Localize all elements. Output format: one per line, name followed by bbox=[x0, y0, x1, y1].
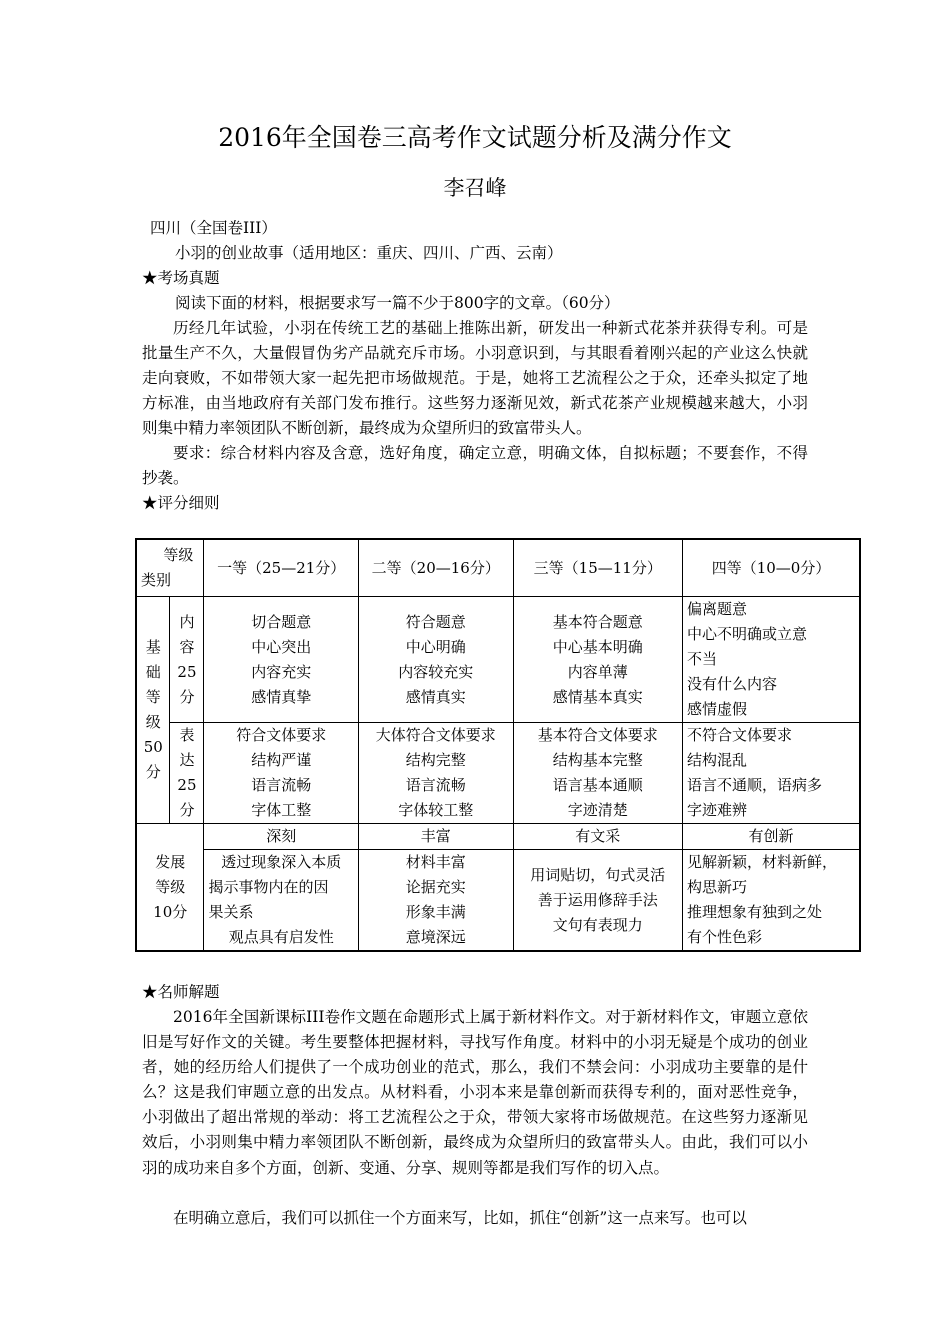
section-heading-scoring: ★评分细则 bbox=[142, 494, 220, 512]
expression-cell-grade2 bbox=[358, 723, 513, 824]
corner-category-label: 类别 bbox=[141, 571, 172, 589]
criterion-text: 结构基本完整 bbox=[552, 751, 643, 769]
grade-header: 一等（25—21分） bbox=[204, 539, 359, 597]
develop-head-row bbox=[136, 824, 860, 850]
develop-cell-deep bbox=[204, 850, 359, 952]
develop-head: 有创新 bbox=[683, 824, 860, 850]
criterion-text: 中心明确 bbox=[405, 637, 466, 656]
document-title: 2016年全国卷三高考作文试题分析及满分作文 bbox=[218, 123, 732, 152]
expression-label-char: 分 bbox=[179, 801, 195, 819]
criterion-text: 语言基本通顺 bbox=[552, 776, 643, 794]
expression-label-char: 25 bbox=[177, 776, 197, 794]
grade-header: 二等（20—16分） bbox=[358, 539, 513, 597]
analysis-paragraph-2: 在明确立意后，我们可以抓住一个方面来写，比如，抓住“创新”这一点来写。也可以 bbox=[173, 1209, 747, 1227]
expression-label-char: 表 bbox=[179, 726, 195, 744]
criterion-text: 不符合文体要求 bbox=[687, 726, 793, 744]
criterion-text: 观点具有启发性 bbox=[228, 928, 334, 946]
criterion-text: 字体工整 bbox=[251, 801, 312, 819]
criterion-text: 感情虚假 bbox=[687, 700, 748, 718]
criterion-text: 见解新颖，材料新鲜， bbox=[687, 853, 838, 871]
document-author: 李召峰 bbox=[443, 176, 507, 200]
content-cell-grade1 bbox=[204, 597, 359, 723]
criterion-text: 构思新巧 bbox=[687, 878, 748, 896]
develop-label-text: 发展 bbox=[155, 852, 186, 871]
content-cell-grade4 bbox=[683, 597, 860, 723]
exam-requirement: 要求：综合材料内容及含意，选好角度，确定立意，明确文体，自拟标题；不要套作，不得抄袭。 bbox=[142, 444, 808, 487]
expression-label bbox=[170, 723, 204, 824]
criterion-text: 语言不通顺，语病多 bbox=[687, 776, 823, 794]
criterion-text: 符合文体要求 bbox=[236, 726, 327, 744]
basic-label-char: 分 bbox=[145, 763, 161, 781]
region-label: 四川（全国卷III） bbox=[150, 219, 277, 237]
criterion-text: 论据充实 bbox=[405, 878, 466, 896]
grade-header: 三等（15—11分） bbox=[513, 539, 682, 597]
section-heading-analysis: ★名师解题 bbox=[142, 983, 220, 1001]
criterion-text: 推理想象有独到之处 bbox=[687, 903, 823, 921]
criterion-text: 文句有表现力 bbox=[552, 915, 643, 934]
corner-cell bbox=[136, 539, 204, 597]
criterion-text: 果关系 bbox=[208, 903, 254, 921]
basic-label-char: 基 bbox=[145, 638, 161, 656]
content-cell-grade2 bbox=[358, 597, 513, 723]
develop-head: 深刻 bbox=[204, 824, 359, 850]
criterion-text: 结构混乱 bbox=[687, 751, 748, 769]
develop-row bbox=[136, 850, 860, 952]
criterion-text: 形象丰满 bbox=[405, 903, 466, 921]
criterion-text: 没有什么内容 bbox=[687, 675, 778, 693]
essay-subtitle: 小羽的创业故事（适用地区：重庆、四川、广西、云南） bbox=[175, 244, 563, 262]
basic-label-char: 础 bbox=[145, 663, 161, 681]
basic-label-char: 级 bbox=[145, 713, 161, 731]
develop-head: 丰富 bbox=[358, 824, 513, 850]
expression-label-char: 达 bbox=[179, 751, 195, 769]
grade-header-row bbox=[136, 539, 860, 597]
criterion-text: 中心不明确或立意 bbox=[687, 625, 808, 643]
content-label-char: 分 bbox=[179, 687, 195, 706]
criterion-text: 材料丰富 bbox=[405, 853, 466, 871]
criterion-text: 内容较充实 bbox=[398, 662, 474, 681]
criterion-text: 揭示事物内在的因 bbox=[208, 878, 329, 896]
content-label bbox=[170, 597, 204, 723]
criterion-text: 善于运用修辞手法 bbox=[537, 890, 658, 909]
criterion-text: 偏离题意 bbox=[687, 600, 748, 618]
criterion-text: 基本符合题意 bbox=[552, 612, 643, 631]
criterion-text: 切合题意 bbox=[251, 612, 312, 631]
criterion-text: 结构完整 bbox=[405, 751, 466, 769]
criterion-text: 中心基本明确 bbox=[552, 637, 643, 656]
exam-prompt: 阅读下面的材料，根据要求写一篇不少于800字的文章。（60分） bbox=[175, 294, 620, 312]
criterion-text: 中心突出 bbox=[251, 637, 312, 656]
expression-row bbox=[136, 723, 860, 824]
basic-label-char: 50 bbox=[143, 738, 163, 756]
criterion-text: 字体较工整 bbox=[398, 801, 474, 819]
criterion-text: 感情真实 bbox=[405, 687, 466, 706]
criterion-text: 意境深远 bbox=[405, 928, 466, 946]
corner-grade-label: 等级 bbox=[163, 546, 194, 564]
criterion-text: 感情基本真实 bbox=[552, 687, 643, 706]
criterion-text: 语言流畅 bbox=[251, 776, 312, 794]
expression-cell-grade1 bbox=[204, 723, 359, 824]
criterion-text: 符合题意 bbox=[405, 612, 466, 631]
criterion-text: 内容充实 bbox=[251, 662, 312, 681]
exam-material: 历经几年试验，小羽在传统工艺的基础上推陈出新，研发出一种新式花茶并获得专利。可是批量生产不久，大量假冒伪劣产品就充斥市场。小羽意识到，与其眼看着刚兴起的产业这么快就走向衰败，不如带领大家一起先把市场做规范。于是，她将工艺流程公之于众，还牵头拟定了地方标准，由当地政府有关部门发布推行。这些努力逐渐见效，新式花茶产业规模越来越大，小羽则集中精力率领团队不断创新，最终成为众望所归的致富带头人。 bbox=[142, 319, 808, 437]
criterion-text: 基本符合文体要求 bbox=[537, 726, 658, 744]
criterion-text: 感情真挚 bbox=[251, 687, 312, 706]
section-heading-exam: ★考场真题 bbox=[142, 269, 220, 287]
basic-label-char: 等 bbox=[145, 688, 161, 706]
expression-cell-grade4 bbox=[683, 723, 860, 824]
content-label-char: 25 bbox=[177, 662, 197, 681]
criterion-text: 语言流畅 bbox=[405, 776, 466, 794]
criterion-text: 字迹清楚 bbox=[567, 801, 628, 819]
criterion-text: 用词贴切，句式灵活 bbox=[530, 865, 666, 884]
develop-cell-creative bbox=[683, 850, 860, 952]
develop-label-text: 10分 bbox=[153, 902, 188, 921]
criterion-text: 结构严谨 bbox=[251, 751, 312, 769]
develop-cell-literary bbox=[513, 850, 682, 952]
develop-level-label bbox=[136, 824, 204, 952]
criterion-text: 内容单薄 bbox=[567, 662, 628, 681]
grade-header: 四等（10—0分） bbox=[683, 539, 860, 597]
content-label-char: 容 bbox=[179, 637, 195, 656]
content-label-char: 内 bbox=[179, 612, 195, 631]
criterion-text: 有个性色彩 bbox=[687, 928, 763, 946]
develop-head: 有文采 bbox=[513, 824, 682, 850]
scoring-rubric-table bbox=[135, 538, 861, 952]
criterion-text: 字迹难辨 bbox=[687, 801, 748, 819]
criterion-text: 透过现象深入本质 bbox=[221, 853, 342, 871]
expression-cell-grade3 bbox=[513, 723, 682, 824]
develop-cell-rich bbox=[358, 850, 513, 952]
content-row bbox=[136, 597, 860, 723]
criterion-text: 不当 bbox=[687, 650, 718, 668]
develop-label-text: 等级 bbox=[155, 877, 186, 896]
basic-level-label bbox=[136, 597, 170, 824]
analysis-paragraph: 2016年全国新课标III卷作文题在命题形式上属于新材料作文。对于新材料作文，审题立意依旧是写好作文的关键。考生要整体把握材料，寻找写作角度。材料中的小羽无疑是个成功的创业者，她的经历给人们提供了一个成功创业的范式，那么，我们不禁会问：小羽成功主要靠的是什么？这是我们审题立意的出发点。从材料看，小羽本来是靠创新而获得专利的，面对恶性竞争，小羽做出了超出常规的举动：将工艺流程公之于众，带领大家将市场做规范。在这些努力逐渐见效后，小羽则集中精力率领团队不断创新，最终成为众望所归的致富带头人。由此，我们可以小羽的成功来自多个方面，创新、变通、分享、规则等都是我们写作的切入点。 bbox=[142, 1008, 808, 1177]
criterion-text: 大体符合文体要求 bbox=[375, 726, 496, 744]
content-cell-grade3 bbox=[513, 597, 682, 723]
